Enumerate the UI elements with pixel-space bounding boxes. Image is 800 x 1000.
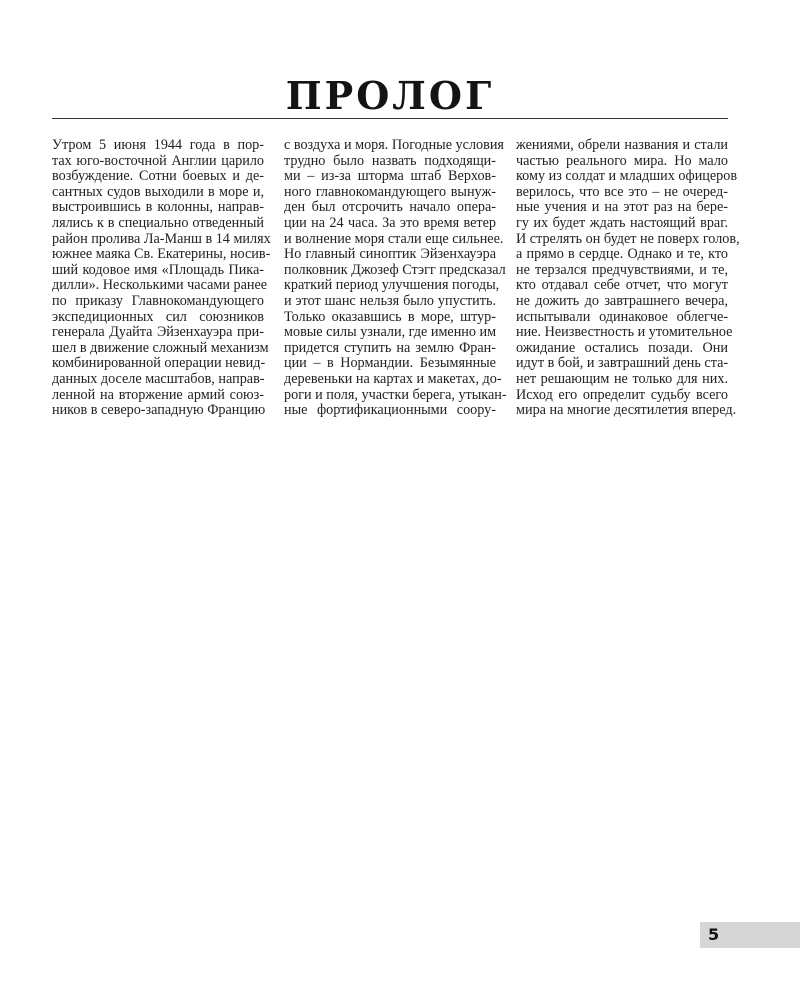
text-line: ние. Неизвестность и утомительное: [516, 324, 733, 341]
text-line: экспедиционных сил союзников: [52, 308, 264, 325]
text-line: ного главнокомандующего вынуж-: [284, 183, 496, 200]
text-column-3: [516, 137, 740, 419]
text-line: жениями, обрели названия и стали: [516, 137, 728, 153]
text-line: не дожить до завтрашнего вечера,: [516, 292, 728, 309]
text-line: тах юго-восточной Англии царило: [52, 152, 264, 169]
text-line: и этот шанс нельзя было упустить.: [284, 292, 496, 309]
text-line: а прямо в сердце. Однако и те, кто: [516, 246, 728, 263]
text-line: ми – из-за шторма штаб Верхов-: [284, 168, 496, 185]
text-line: ные учения и на этот раз на бере-: [516, 199, 728, 216]
text-line: полковник Джозеф Стэгг предсказал: [284, 261, 506, 278]
text-line: ший кодовое имя «Площадь Пика-: [52, 261, 264, 278]
text-line: придется ступить на землю Фран-: [284, 339, 496, 356]
text-line: частью реального мира. Но мало: [516, 152, 728, 169]
text-line: ленной на вторжение армий союз-: [52, 386, 264, 403]
text-line: сантных судов выходили в море и,: [52, 183, 264, 200]
text-line: кому из солдат и младших офицеров: [516, 168, 738, 185]
text-line: идут в бой, и завтрашний день ста-: [516, 355, 729, 372]
text-line: ции – в Нормандии. Безымянные: [284, 355, 496, 372]
text-line: гу их будет ждать настоящий враг.: [516, 214, 728, 231]
text-column-1: [52, 137, 271, 419]
text-line: роги и поля, участки берега, утыкан-: [284, 386, 507, 403]
text-line: нет решающим не только для них.: [516, 370, 728, 387]
text-line: И стрелять он будет не поверх голов,: [516, 230, 740, 247]
text-line: мовые силы узнали, где именно им: [284, 324, 497, 341]
text-line: данных доселе масштабов, направ-: [52, 370, 265, 387]
text-line: ден был отсрочить начало опера-: [284, 199, 496, 216]
text-line: и волнение моря стали еще сильнее.: [284, 230, 504, 247]
text-line: ожидание остались позади. Они: [516, 339, 728, 356]
title-rule: [52, 118, 728, 119]
text-line: с воздуха и моря. Погодные условия: [284, 137, 504, 153]
text-line: Утром 5 июня 1944 года в пор-: [52, 137, 264, 153]
text-line: ции на 24 часа. За это время ветер: [284, 214, 496, 231]
chapter-title: ПРОЛОГ: [285, 73, 495, 118]
text-line: район пролива Ла-Манш в 14 милях: [52, 230, 271, 247]
text-line: возбуждение. Сотни боевых и де-: [52, 168, 264, 185]
text-line: шел в движение сложный механизм: [52, 339, 269, 356]
text-line: Исход его определит судьбу всего: [516, 386, 728, 403]
text-line: испытывали одинаковое облегче-: [516, 308, 728, 325]
text-line: Только оказавшись в море, штур-: [284, 308, 496, 325]
text-line: трудно было назвать подходящи-: [284, 152, 496, 169]
text-line: дилли». Несколькими часами ранее: [52, 277, 268, 294]
text-line: по приказу Главнокомандующего: [52, 292, 264, 309]
page-number: 5: [708, 925, 720, 944]
text-line: верилось, что все это – не очеред-: [516, 183, 728, 200]
text-line: ников в северо-западную Францию: [52, 402, 266, 419]
text-line: краткий период улучшения погоды,: [284, 277, 500, 294]
text-line: лялись к в специально отведенный: [52, 214, 264, 231]
text-line: мира на многие десятилетия вперед.: [516, 402, 737, 419]
text-line: южнее маяка Св. Екатерины, носив-: [52, 246, 271, 263]
text-line: генерала Дуайта Эйзенхауэра при-: [52, 324, 264, 341]
text-line: выстроившись в колонны, направ-: [52, 199, 264, 216]
text-line: кто отдавал себе отчет, что могут: [516, 277, 728, 294]
text-line: комбинированной операции невид-: [52, 355, 266, 372]
text-line: Но главный синоптик Эйзенхауэра: [284, 246, 496, 263]
text-line: ные фортификационными соору-: [284, 402, 496, 419]
text-line: не терзался предчувствиями, и те,: [516, 261, 728, 278]
text-column-2: [284, 137, 507, 419]
text-line: деревеньки на картах и макетах, до-: [284, 370, 502, 387]
